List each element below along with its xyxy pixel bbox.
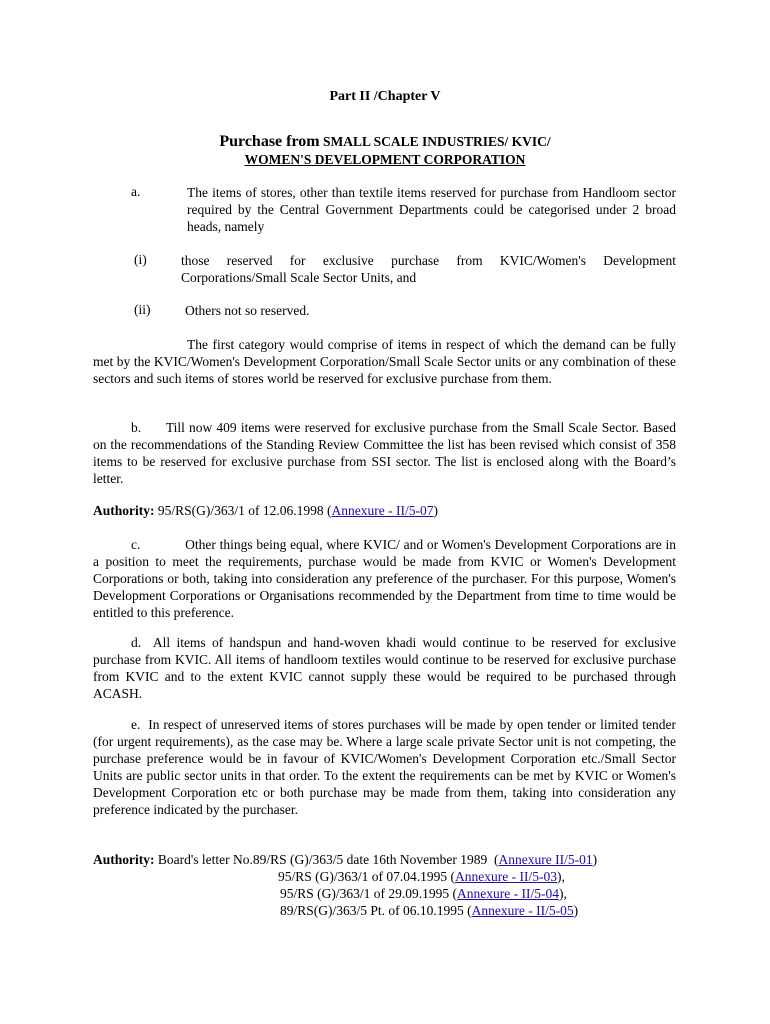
paragraph-e-text: In respect of unreserved items of stores purchases will be made by open tender or limited tender (for urgent requirements), as the case may be. Where a large scale private Sector unit is not competing, the purchase preference would be in favour of KVIC/Women's Development Corporation etc./Small Sector Units are public sector units in that order. To the extent the requirements can be met by KVIC or Women's Development Corporation etc or both purchase may be made from them, taking into consideration any preference indicated by the purchaser.	[93, 717, 677, 817]
paragraph-d	[93, 634, 676, 702]
paren-open: (	[452, 886, 458, 901]
paragraph-b-label: b.	[131, 420, 142, 435]
paragraph-d-text: All items of handspun and hand-woven khadi would continue to be reserved for exclusive purchase from KVIC. All items of handloom textiles would continue to be reserved for exclusive purchase from KVIC and to the extent KVIC cannot supply these would be required to be purchased through ACASH.	[93, 635, 676, 701]
paren-open: (	[450, 869, 456, 884]
item-i-text: those reserved for exclusive purchase from KVIC/Women's Development Corporations/Small Scale Sector Units, and	[181, 253, 676, 285]
authority-2-ref-4: 89/RS(G)/363/5 Pt. of 06.10.1995	[280, 903, 464, 918]
first-category-paragraph: The first category would comprise of items in respect of which the demand can be fully met by the KVIC/Women's Development Corporation/Small Scale Sector units or any combination of these sectors and such items of stores world be reserved for exclusive purchase from them.	[93, 337, 676, 386]
authority-2	[93, 851, 693, 868]
item-a-text: The items of stores, other than textile items reserved for purchase from Handloom sector required by the Central Government Departments could be categorised under 2 broad heads, namely	[187, 185, 676, 234]
paren-close: ),	[556, 869, 565, 884]
authority-1-label: Authority:	[93, 503, 155, 518]
annexure-link-ii-5-04[interactable]: Annexure - II/5-04	[457, 886, 559, 901]
paragraph-c-label: c.	[131, 537, 141, 552]
paragraph-c	[93, 536, 676, 621]
authority-1-ref: 95/RS(G)/363/1 of 12.06.1998	[157, 503, 324, 518]
item-i-label: (i)	[134, 252, 147, 267]
paragraph-e-label: e.	[131, 717, 141, 732]
paren-close: ),	[558, 886, 567, 901]
paragraph-b-text: Till now 409 items were reserved for exclusive purchase from the Small Scale Sector. Based on the recommendations of the Standing Review Committee the list has been revised which consist of 358 items to be reserved for exclusive purchase from SSI sector. The list is enclosed along with the Board’s letter.	[93, 420, 677, 486]
document-title	[0, 133, 770, 151]
chapter-heading: Part II /Chapter V	[329, 89, 441, 104]
authority-2-line-2	[278, 868, 698, 885]
annexure-link-ii-5-05[interactable]: Annexure - II/5-05	[471, 903, 574, 918]
item-a-label: a.	[131, 184, 141, 199]
authority-2-ref-2: 95/RS (G)/363/1 of 07.04.1995	[278, 869, 448, 884]
authority-2-ref-3: 95/RS (G)/363/1 of 29.09.1995	[280, 886, 450, 901]
item-ii-label: (ii)	[134, 302, 151, 317]
annexure-link-ii-5-07[interactable]: Annexure - II/5-07	[331, 503, 434, 518]
authority-2-ref-1: Board's letter No.89/RS (G)/363/5 date 16th November 1989	[157, 852, 488, 867]
paren-close: )	[573, 903, 579, 918]
authority-2-line-4	[280, 902, 700, 919]
authority-2-line-3	[280, 885, 700, 902]
paren-open: (	[494, 852, 499, 867]
document-subtitle: WOMEN'S DEVELOPMENT CORPORATION	[244, 152, 526, 167]
paren-open: (	[467, 903, 472, 918]
item-ii-text: Others not so reserved.	[185, 303, 310, 318]
paragraph-e	[93, 716, 676, 818]
paragraph-b	[93, 419, 676, 487]
paren-close: )	[433, 503, 438, 518]
title-rest: SMALL SCALE INDUSTRIES/ KVIC/	[322, 134, 551, 149]
title-lead: Purchase from	[219, 133, 320, 150]
authority-1	[93, 502, 676, 519]
paren-open: (	[327, 503, 332, 518]
paragraph-d-label: d.	[131, 635, 142, 650]
annexure-link-ii-5-01[interactable]: Annexure II/5-01	[498, 852, 593, 867]
annexure-link-ii-5-03[interactable]: Annexure - II/5-03	[455, 869, 557, 884]
paragraph-c-text: Other things being equal, where KVIC/ and or Women's Development Corporations are in a position to meet the requirements, purchase would be made from KVIC or Women's Development Corporations or both, taking into consideration any preference of the purchaser. For this purpose, Women's Development Corporations or Organisations recommended by the Department from time to time would be entitled to this preference.	[93, 537, 677, 620]
authority-2-label: Authority:	[93, 852, 155, 867]
paren-close: )	[592, 852, 598, 867]
